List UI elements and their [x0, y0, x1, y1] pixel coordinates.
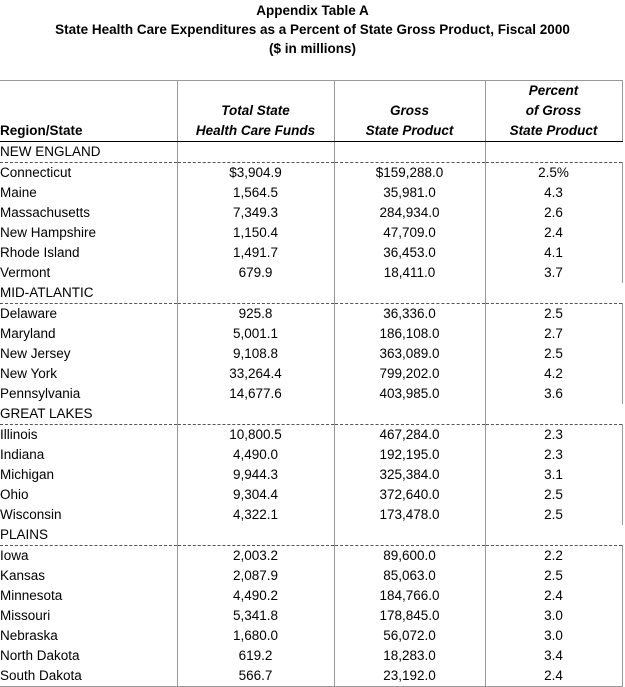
table-row [0, 163, 622, 184]
gross-state-product: 89,600.0 [334, 546, 485, 567]
table-row [0, 425, 622, 446]
table-row [0, 203, 622, 223]
state-name: Massachusetts [0, 203, 177, 223]
table-row [0, 243, 622, 263]
state-name: New York [0, 364, 177, 384]
percent-of-gsp: 2.5 [485, 505, 622, 525]
health-care-funds: 2,087.9 [177, 566, 334, 586]
table-row [0, 505, 622, 525]
table-row [0, 465, 622, 485]
percent-of-gsp: 2.5 [485, 485, 622, 505]
state-name: Illinois [0, 425, 177, 446]
percent-of-gsp: 4.3 [485, 183, 622, 203]
gross-state-product: 284,934.0 [334, 203, 485, 223]
gross-state-product: 36,336.0 [334, 304, 485, 325]
region-row [0, 142, 622, 163]
health-care-funds: 5,341.8 [177, 606, 334, 626]
percent-of-gsp: 2.4 [485, 666, 622, 687]
percent-of-gsp: 4.1 [485, 243, 622, 263]
gross-state-product: $159,288.0 [334, 163, 485, 184]
state-name: Connecticut [0, 163, 177, 184]
health-care-funds: 1,680.0 [177, 626, 334, 646]
table-row [0, 445, 622, 465]
region-name: PLAINS [0, 525, 177, 546]
table-row [0, 626, 622, 646]
health-care-funds: 679.9 [177, 263, 334, 283]
state-name: Maryland [0, 324, 177, 344]
table-row [0, 606, 622, 626]
gross-state-product: 325,384.0 [334, 465, 485, 485]
percent-of-gsp: 2.2 [485, 546, 622, 567]
state-name: Vermont [0, 263, 177, 283]
table-title [0, 1, 625, 58]
state-name: New Hampshire [0, 223, 177, 243]
percent-of-gsp: 2.3 [485, 445, 622, 465]
gross-state-product: 403,985.0 [334, 384, 485, 404]
state-name: Michigan [0, 465, 177, 485]
table-row [0, 566, 622, 586]
health-care-funds: 7,349.3 [177, 203, 334, 223]
health-care-funds: 1,150.4 [177, 223, 334, 243]
state-name: Rhode Island [0, 243, 177, 263]
gross-state-product: 18,283.0 [334, 646, 485, 666]
gross-state-product: 799,202.0 [334, 364, 485, 384]
state-name: Wisconsin [0, 505, 177, 525]
table-row [0, 344, 622, 364]
percent-of-gsp: 2.5% [485, 163, 622, 184]
header-row-1 [0, 81, 622, 102]
table-body [0, 142, 622, 687]
percent-of-gsp: 2.5 [485, 566, 622, 586]
state-name: Ohio [0, 485, 177, 505]
percent-of-gsp: 3.6 [485, 384, 622, 404]
percent-of-gsp: 2.5 [485, 344, 622, 364]
health-care-funds: 4,322.1 [177, 505, 334, 525]
col-header-region-state: Region/State [0, 121, 177, 142]
state-name: Nebraska [0, 626, 177, 646]
percent-of-gsp: 2.3 [485, 425, 622, 446]
table-row [0, 586, 622, 606]
state-name: Iowa [0, 546, 177, 567]
gross-state-product: 173,478.0 [334, 505, 485, 525]
gross-state-product: 178,845.0 [334, 606, 485, 626]
state-name: Delaware [0, 304, 177, 325]
table-row [0, 324, 622, 344]
health-care-funds: $3,904.9 [177, 163, 334, 184]
health-care-funds: 619.2 [177, 646, 334, 666]
header-row-2 [0, 101, 622, 121]
state-name: New Jersey [0, 344, 177, 364]
state-name: Minnesota [0, 586, 177, 606]
health-care-funds: 14,677.6 [177, 384, 334, 404]
percent-of-gsp: 3.0 [485, 626, 622, 646]
gross-state-product: 36,453.0 [334, 243, 485, 263]
gross-state-product: 35,981.0 [334, 183, 485, 203]
health-care-funds: 925.8 [177, 304, 334, 325]
percent-of-gsp: 2.6 [485, 203, 622, 223]
region-name: NEW ENGLAND [0, 142, 177, 163]
health-care-funds: 1,564.5 [177, 183, 334, 203]
title-line-1: Appendix Table A [256, 3, 369, 18]
state-name: Pennsylvania [0, 384, 177, 404]
percent-of-gsp: 3.0 [485, 606, 622, 626]
gross-state-product: 56,072.0 [334, 626, 485, 646]
gross-state-product: 363,089.0 [334, 344, 485, 364]
percent-of-gsp: 3.7 [485, 263, 622, 283]
state-name: Missouri [0, 606, 177, 626]
table-row [0, 223, 622, 243]
gross-state-product: 372,640.0 [334, 485, 485, 505]
gross-state-product: 184,766.0 [334, 586, 485, 606]
table-row [0, 304, 622, 325]
region-name: GREAT LAKES [0, 404, 177, 425]
state-name: Indiana [0, 445, 177, 465]
gross-state-product: 192,195.0 [334, 445, 485, 465]
health-care-funds: 9,108.8 [177, 344, 334, 364]
expenditures-table [0, 80, 623, 687]
health-care-funds: 2,003.2 [177, 546, 334, 567]
state-name: Kansas [0, 566, 177, 586]
region-row [0, 404, 622, 425]
header-row-3 [0, 121, 622, 142]
table-row [0, 546, 622, 567]
percent-of-gsp: 2.5 [485, 304, 622, 325]
table-row [0, 384, 622, 404]
gross-state-product: 467,284.0 [334, 425, 485, 446]
health-care-funds: 1,491.7 [177, 243, 334, 263]
table-row [0, 485, 622, 505]
percent-of-gsp: 4.2 [485, 364, 622, 384]
col-header-pct-line2: of Gross [485, 101, 622, 121]
table-row [0, 364, 622, 384]
title-line-3: ($ in millions) [268, 41, 356, 56]
gross-state-product: 23,192.0 [334, 666, 485, 687]
gross-state-product: 186,108.0 [334, 324, 485, 344]
title-line-2: State Health Care Expenditures as a Percent of State Gross Product, Fiscal 2000 [55, 22, 570, 37]
gross-state-product: 47,709.0 [334, 223, 485, 243]
col-header-pct-line3: State Product [485, 121, 622, 142]
col-header-gsp-line2: State Product [334, 121, 485, 142]
state-name: South Dakota [0, 666, 177, 687]
region-row [0, 283, 622, 304]
gross-state-product: 18,411.0 [334, 263, 485, 283]
region-name: MID-ATLANTIC [0, 283, 177, 304]
col-header-funds-line1: Total State [177, 101, 334, 121]
percent-of-gsp: 2.4 [485, 223, 622, 243]
percent-of-gsp: 3.4 [485, 646, 622, 666]
health-care-funds: 10,800.5 [177, 425, 334, 446]
health-care-funds: 5,001.1 [177, 324, 334, 344]
health-care-funds: 566.7 [177, 666, 334, 687]
state-name: North Dakota [0, 646, 177, 666]
col-header-funds-line2: Health Care Funds [177, 121, 334, 142]
region-row [0, 525, 622, 546]
health-care-funds: 33,264.4 [177, 364, 334, 384]
gross-state-product: 85,063.0 [334, 566, 485, 586]
table-row [0, 646, 622, 666]
health-care-funds: 9,944.3 [177, 465, 334, 485]
health-care-funds: 4,490.2 [177, 586, 334, 606]
health-care-funds: 4,490.0 [177, 445, 334, 465]
table-row [0, 666, 622, 687]
table-row [0, 183, 622, 203]
table-row [0, 263, 622, 283]
percent-of-gsp: 2.7 [485, 324, 622, 344]
state-name: Maine [0, 183, 177, 203]
percent-of-gsp: 2.4 [485, 586, 622, 606]
health-care-funds: 9,304.4 [177, 485, 334, 505]
col-header-pct-line1: Percent [485, 81, 622, 102]
col-header-gsp-line1: Gross [334, 101, 485, 121]
percent-of-gsp: 3.1 [485, 465, 622, 485]
